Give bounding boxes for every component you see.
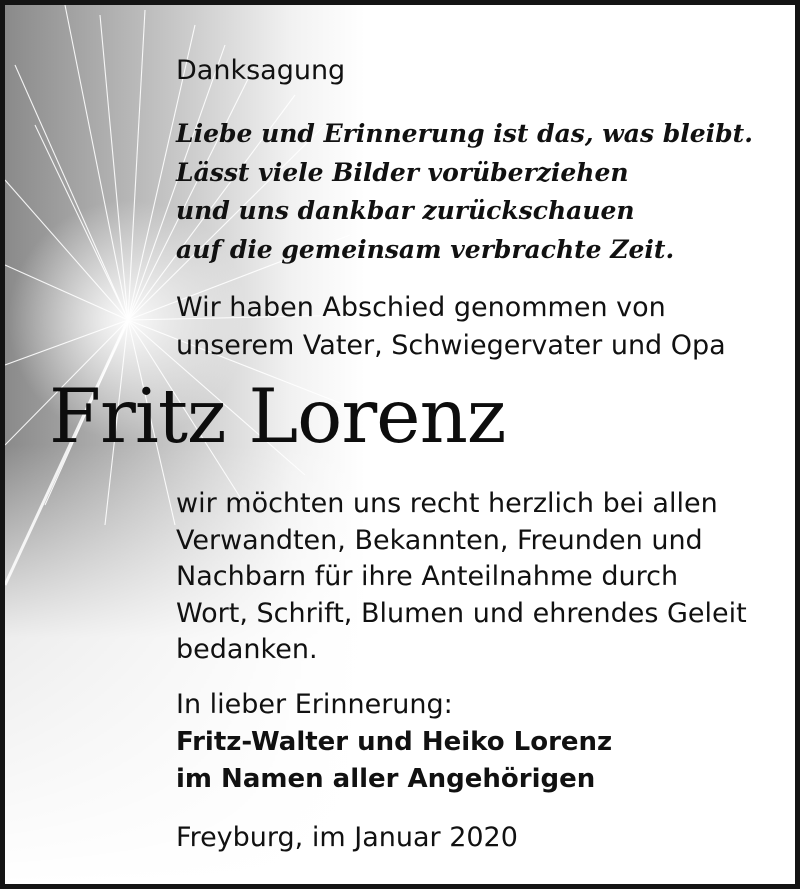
verse-line: auf die gemeinsam verbrachte Zeit. — [176, 234, 675, 264]
signer-line: im Namen aller Angehörigen — [176, 763, 596, 794]
memorial-verse — [176, 115, 753, 269]
notice-heading: Danksagung — [176, 55, 346, 86]
verse-line: Lässt viele Bilder vorüberziehen — [176, 157, 629, 187]
intro-text — [176, 289, 726, 365]
signer-line: Fritz-Walter und Heiko Lorenz — [176, 727, 613, 757]
verse-line: und uns dankbar zurückschauen — [176, 196, 635, 225]
intro-line: unserem Vater, Schwiegervater und Opa — [176, 330, 726, 361]
place-date: Freyburg, im Januar 2020 — [176, 822, 518, 853]
signers — [176, 724, 612, 797]
thanks-line: Nachbarn für ihre Anteilnahme durch — [176, 561, 679, 592]
thanks-text — [176, 486, 747, 669]
deceased-name: Fritz Lorenz — [49, 372, 506, 460]
thanks-line: Verwandten, Bekannten, Freunden und — [176, 524, 703, 556]
thanks-line: bedanken. — [176, 634, 318, 665]
intro-line: Wir haben Abschied genommen von — [176, 292, 666, 323]
verse-line: Liebe und Erinnerung ist das, was bleibt. — [176, 119, 753, 148]
memory-label: In lieber Erinnerung: — [176, 689, 453, 720]
thanks-line: wir möchten uns recht herzlich bei allen — [176, 488, 718, 519]
thanks-line: Wort, Schrift, Blumen und ehrendes Geleit — [176, 597, 747, 629]
